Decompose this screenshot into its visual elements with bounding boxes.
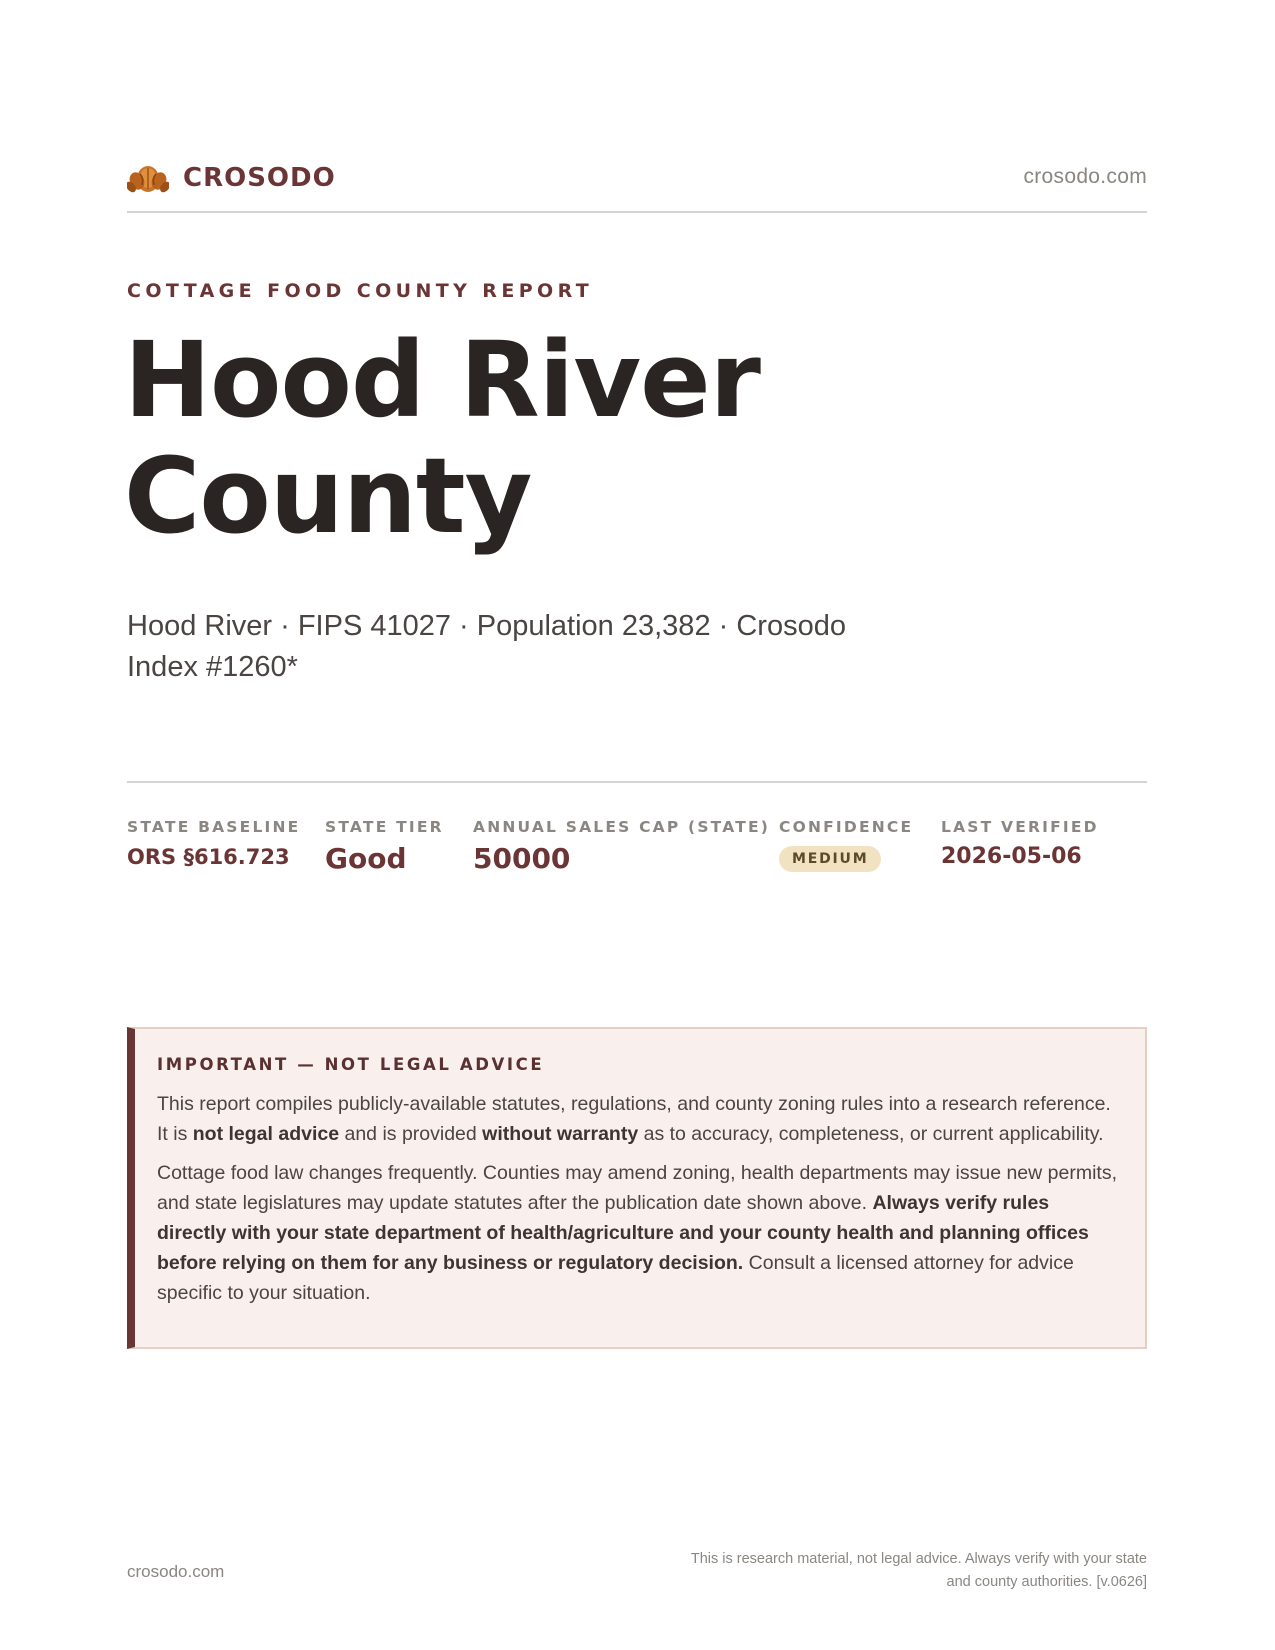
stat-value: Good: [325, 842, 407, 875]
report-eyebrow: COTTAGE FOOD COUNTY REPORT: [127, 280, 594, 302]
stat-label: CONFIDENCE: [779, 818, 914, 836]
stat-label: STATE BASELINE: [127, 818, 301, 836]
stat-label: ANNUAL SALES CAP (STATE): [473, 818, 771, 836]
report-subtitle: Hood River · FIPS 41027 · Population 23,382 · Crosodo Index #1260*: [127, 610, 846, 683]
notice-title: IMPORTANT — NOT LEGAL ADVICE: [157, 1055, 545, 1074]
brand[interactable]: [127, 159, 336, 197]
title-line-2: County: [124, 435, 532, 557]
confidence-badge: MEDIUM: [779, 846, 881, 872]
notice-paragraph-1: [157, 1089, 1121, 1149]
notice-text: Consult a licensed attorney for advice specific to your situation.: [157, 1252, 1074, 1304]
stat-value: 50000: [473, 842, 571, 875]
footer-disclaimer-line-1: This is research material, not legal advice. Always verify with your state: [690, 1551, 1147, 1567]
legal-notice: [127, 1027, 1147, 1349]
page-title: [124, 319, 760, 557]
stat-annual-sales-cap: [473, 818, 770, 875]
footer-disclaimer-line-2: and county authorities. [v.0626]: [946, 1574, 1147, 1590]
stat-value: ORS §616.723: [127, 845, 290, 869]
footer-disclaimer: [587, 1548, 1147, 1594]
page-header: [127, 155, 1147, 213]
notice-emphasis: Always verify rules directly with your state department of health/agriculture and your county health and planning offices before relying on them for any business or regulatory decision.: [157, 1192, 1089, 1274]
notice-paragraph-2: [157, 1158, 1121, 1308]
stat-state-tier: [325, 818, 444, 875]
stat-confidence: [779, 818, 913, 872]
brand-name: CROSODO: [183, 163, 336, 193]
notice-text: and is provided: [339, 1123, 483, 1145]
notice-emphasis: not legal advice: [192, 1123, 340, 1145]
croissant-icon: [127, 159, 169, 197]
stat-last-verified: [941, 818, 1099, 869]
notice-text: This report compiles publicly-available statutes, regulations, and county zoning rules into a research reference. It is: [157, 1093, 1111, 1145]
stat-value: 2026-05-06: [941, 844, 1082, 869]
notice-emphasis: without warranty: [482, 1123, 639, 1145]
title-line-1: Hood River: [124, 319, 760, 441]
stat-label: STATE TIER: [325, 818, 444, 836]
notice-text: as to accuracy, completeness, or current applicability.: [638, 1123, 1104, 1145]
stat-state-baseline: [127, 818, 300, 869]
section-divider: [127, 781, 1147, 783]
notice-text: Cottage food law changes frequently. Counties may amend zoning, health departments may issue new permits, and state legislatures may update statutes after the publication date shown above.: [157, 1162, 1117, 1214]
stat-label: LAST VERIFIED: [941, 818, 1099, 836]
footer-site-url[interactable]: crosodo.com: [127, 1562, 225, 1581]
site-url[interactable]: crosodo.com: [1023, 165, 1147, 188]
